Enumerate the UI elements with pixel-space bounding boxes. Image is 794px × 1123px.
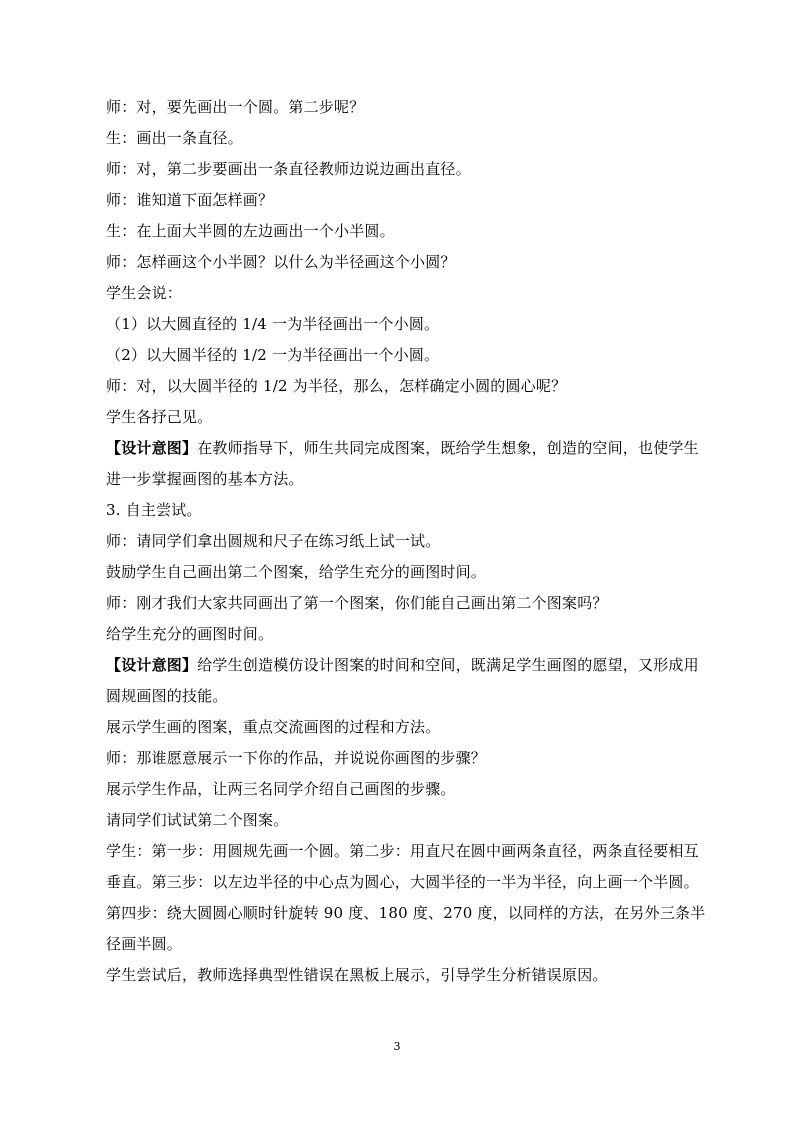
text-line: 展示学生画的图案，重点交流画图的过程和方法。 <box>106 718 441 736</box>
design-intent-tag: 【设计意图】 <box>106 439 198 457</box>
text-line: 师：谁知道下面怎样画？ <box>106 191 274 209</box>
text-line: （2）以大圆半径的 1/2 一为半径画出一个小圆。 <box>106 346 440 364</box>
text-line: 师：对，要先画出一个圆。第二步呢？ <box>106 98 365 116</box>
text-line: 师：刚才我们大家共同画出了第一个图案，你们能自己画出第二个图案吗？ <box>106 594 608 612</box>
design-intent-tag: 【设计意图】 <box>106 656 198 674</box>
document-body <box>106 92 706 991</box>
text-line: 学生会说： <box>106 284 183 302</box>
text-line: 请同学们试试第二个图案。 <box>106 811 289 829</box>
text-line: 展示学生作品，让两三名同学介绍自己画图的步骤。 <box>106 780 456 798</box>
student-steps-paragraph: 学生：第一步：用圆规先画一个圆。第二步：用直尺在圆中画两条直径，两条直径要相互垂直。第三步：以左边半径的中心点为圆心，大圆半径的一半为半径，向上画一个半圆。第四步：绕大圆圆心顺时针旋转 90 度、180 度、270 度，以同样的方法，在另外三条半径画半圆。 <box>106 842 706 953</box>
page-number: 3 <box>393 1040 401 1053</box>
text-line: 师：对，以大圆半径的 1/2 为半径，那么，怎样确定小圆的圆心呢？ <box>106 377 567 395</box>
text-line: 学生尝试后，教师选择典型性错误在黑板上展示，引导学生分析错误原因。 <box>106 966 608 984</box>
text-line: 学生各抒己见。 <box>106 408 213 426</box>
text-line: 生：画出一条直径。 <box>106 129 243 147</box>
text-line: 3. 自主尝试。 <box>106 501 202 519</box>
text-line: 生：在上面大半圆的左边画出一个小半圆。 <box>106 222 395 240</box>
text-line: （1）以大圆直径的 1/4 一为半径画出一个小圆。 <box>106 315 440 333</box>
text-line: 师：请同学们拿出圆规和尺子在练习纸上试一试。 <box>106 532 441 550</box>
text-line: 鼓励学生自己画出第二个图案，给学生充分的画图时间。 <box>106 563 487 581</box>
text-line: 给学生充分的画图时间。 <box>106 625 274 643</box>
design-intent-paragraph <box>106 433 706 495</box>
design-intent-paragraph <box>106 650 706 712</box>
design-intent-text: 给学生创造模仿设计图案的时间和空间，既满足学生画图的愿望，又形成用圆规画图的技能。 <box>106 656 699 705</box>
text-line: 师：怎样画这个小半圆？以什么为半径画这个小圆？ <box>106 253 456 271</box>
text-line: 师：那谁愿意展示一下你的作品，并说说你画图的步骤？ <box>106 749 487 767</box>
design-intent-text: 在教师指导下，师生共同完成图案，既给学生想象，创造的空间，也使学生进一步掌握画图的基本方法。 <box>106 439 699 488</box>
text-line: 师：对，第二步要画出一条直径教师边说边画出直径。 <box>106 160 471 178</box>
